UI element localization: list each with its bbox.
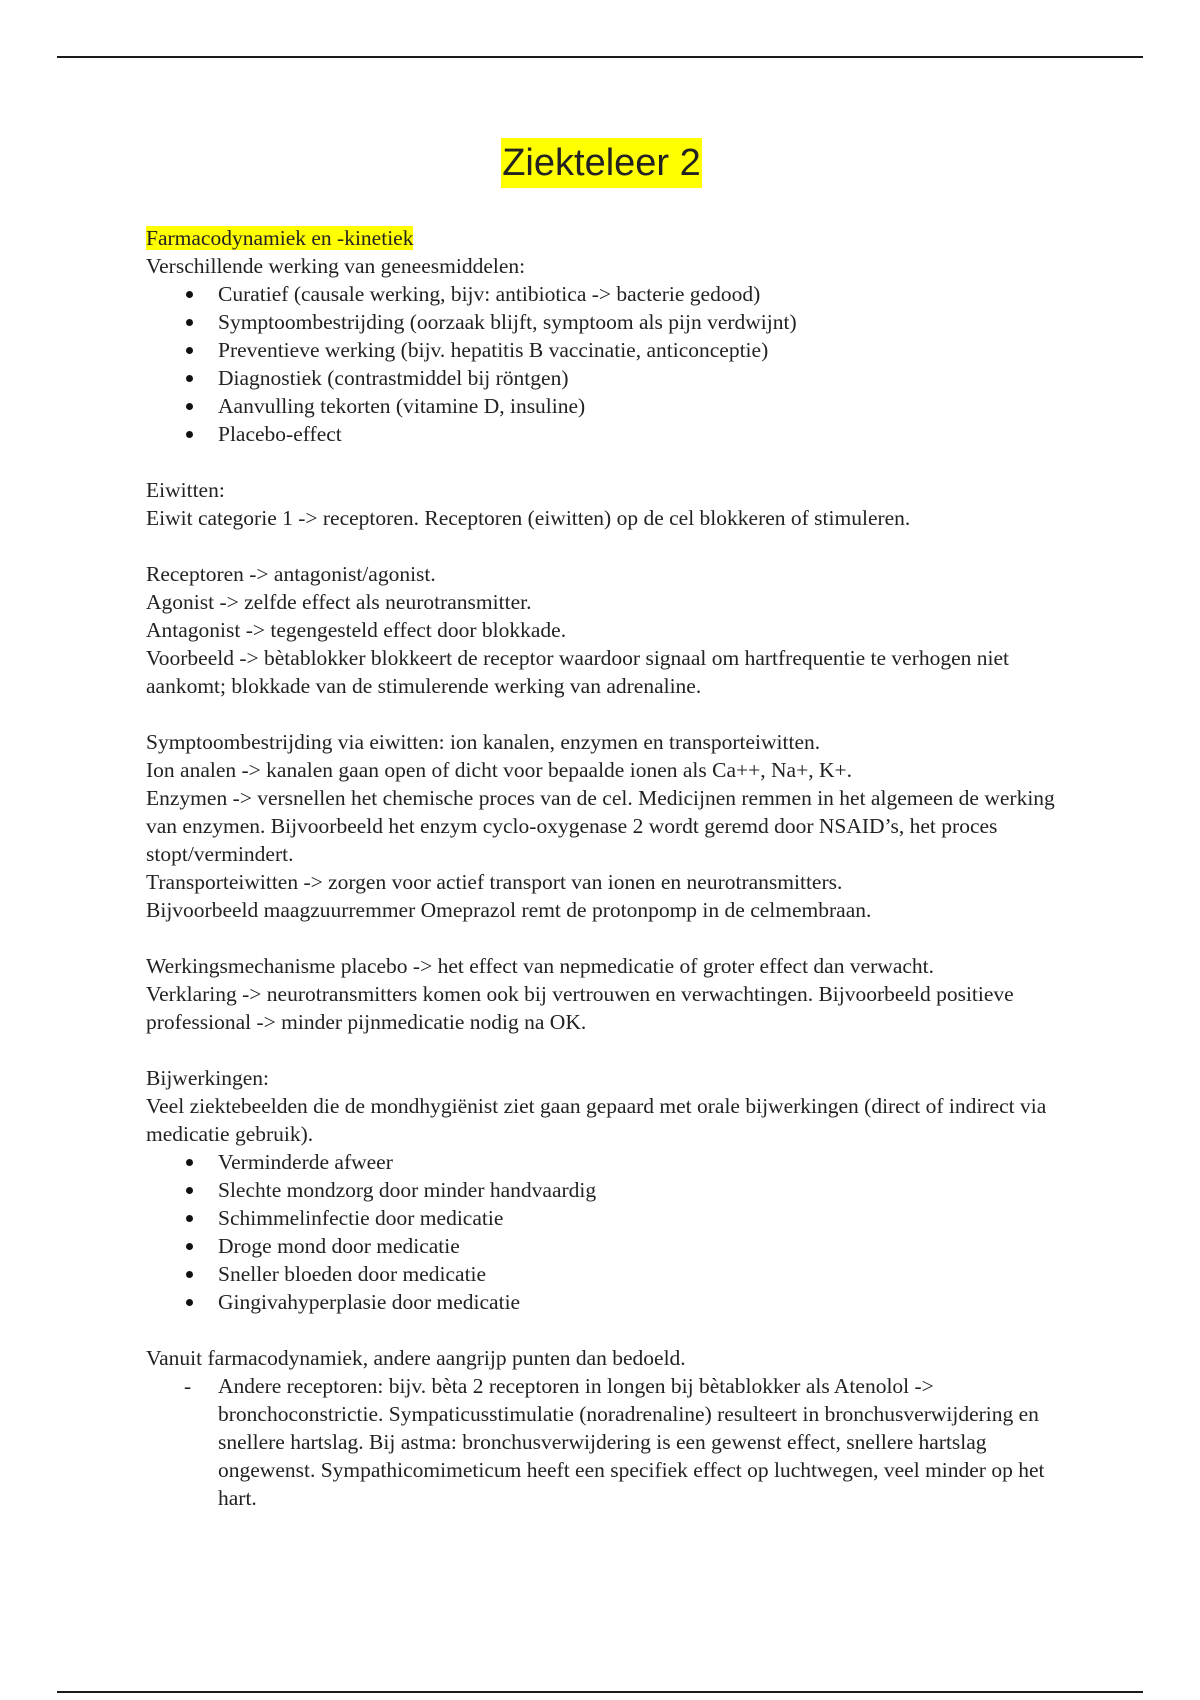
list-item: Droge mond door medicatie xyxy=(146,1232,1066,1260)
paragraph: Agonist -> zelfde effect als neurotransmitter. xyxy=(146,590,532,614)
paragraph: Veel ziektebeelden die de mondhygiënist ziet gaan gepaard met orale bijwerkingen (direct of indirect via medicatie gebruik). xyxy=(146,1094,1047,1146)
list-item: Curatief (causale werking, bijv: antibiotica -> bacterie gedood) xyxy=(146,280,1066,308)
paragraph: Verschillende werking van geneesmiddelen: xyxy=(146,254,526,278)
paragraph: Eiwit categorie 1 -> receptoren. Receptoren (eiwitten) op de cel blokkeren of stimuleren. xyxy=(146,506,911,530)
page-title: Ziekteleer 2 xyxy=(501,138,702,188)
document-body xyxy=(146,138,1066,1512)
list-item: Diagnostiek (contrastmiddel bij röntgen) xyxy=(146,364,1066,392)
paragraph: Transporteiwitten -> zorgen voor actief transport van ionen en neurotransmitters. xyxy=(146,870,843,894)
spacer xyxy=(146,1316,1066,1344)
list-item: Preventieve werking (bijv. hepatitis B vaccinatie, anticonceptie) xyxy=(146,336,1066,364)
spacer xyxy=(146,532,1066,560)
paragraph: Enzymen -> versnellen het chemische proces van de cel. Medicijnen remmen in het algemeen de werking van enzymen. Bijvoorbeeld het enzym cyclo-oxygenase 2 wordt geremd door NSAID’s, het proces stopt/vermindert. xyxy=(146,786,1055,866)
paragraph: Antagonist -> tegengesteld effect door blokkade. xyxy=(146,618,567,642)
top-rule xyxy=(57,56,1143,58)
dash-list xyxy=(146,1372,1066,1512)
list-item: Aanvulling tekorten (vitamine D, insuline) xyxy=(146,392,1066,420)
list-item: Sneller bloeden door medicatie xyxy=(146,1260,1066,1288)
paragraph: Werkingsmechanisme placebo -> het effect van nepmedicatie of groter effect dan verwacht. xyxy=(146,954,935,978)
section-heading xyxy=(146,224,1066,252)
paragraph: Vanuit farmacodynamiek, andere aangrijp punten dan bedoeld. xyxy=(146,1346,686,1370)
paragraph: Receptoren -> antagonist/agonist. xyxy=(146,562,436,586)
paragraph: Bijwerkingen: xyxy=(146,1066,270,1090)
bullet-list xyxy=(146,1148,1066,1316)
spacer xyxy=(146,1036,1066,1064)
paragraph: Eiwitten: xyxy=(146,478,225,502)
bullet-list xyxy=(146,280,1066,448)
list-item: Verminderde afweer xyxy=(146,1148,1066,1176)
list-item: Schimmelinfectie door medicatie xyxy=(146,1204,1066,1232)
list-item: Placebo-effect xyxy=(146,420,1066,448)
list-item: Symptoombestrijding (oorzaak blijft, symptoom als pijn verdwijnt) xyxy=(146,308,1066,336)
spacer xyxy=(146,700,1066,728)
bottom-rule xyxy=(57,1691,1143,1693)
paragraph: Bijvoorbeeld maagzuurremmer Omeprazol remt de protonpomp in de celmembraan. xyxy=(146,898,872,922)
paragraph: Voorbeeld -> bètablokker blokkeert de receptor waardoor signaal om hartfrequentie te verhogen niet aankomt; blokkade van de stimulerende werking van adrenaline. xyxy=(146,646,1010,698)
list-item: Slechte mondzorg door minder handvaardig xyxy=(146,1176,1066,1204)
list-item: Gingivahyperplasie door medicatie xyxy=(146,1288,1066,1316)
highlighted-heading: Farmacodynamiek en -kinetiek xyxy=(146,226,414,250)
paragraph: Verklaring -> neurotransmitters komen ook bij vertrouwen en verwachtingen. Bijvoorbeeld positieve professional -> minder pijnmedicatie nodig na OK. xyxy=(146,982,1014,1034)
list-item: - Andere receptoren: bijv. bèta 2 receptoren in longen bij bètablokker als Atenolol -> bronchoconstrictie. Sympaticusstimulatie (noradrenaline) resulteert in bronchusverwijdering en snellere hartslag. Bij astma: bronchusverwijdering is een gewenst effect, snellere hartslag ongewenst. Sympathicomimeticum heeft een specifiek effect op luchtwegen, veel minder op het hart. xyxy=(146,1372,1066,1512)
paragraph: Symptoombestrijding via eiwitten: ion kanalen, enzymen en transporteiwitten. xyxy=(146,730,821,754)
paragraph: Ion analen -> kanalen gaan open of dicht voor bepaalde ionen als Ca++, Na+, K+. xyxy=(146,758,852,782)
title-block xyxy=(146,138,1057,188)
spacer xyxy=(146,924,1066,952)
spacer xyxy=(146,448,1066,476)
